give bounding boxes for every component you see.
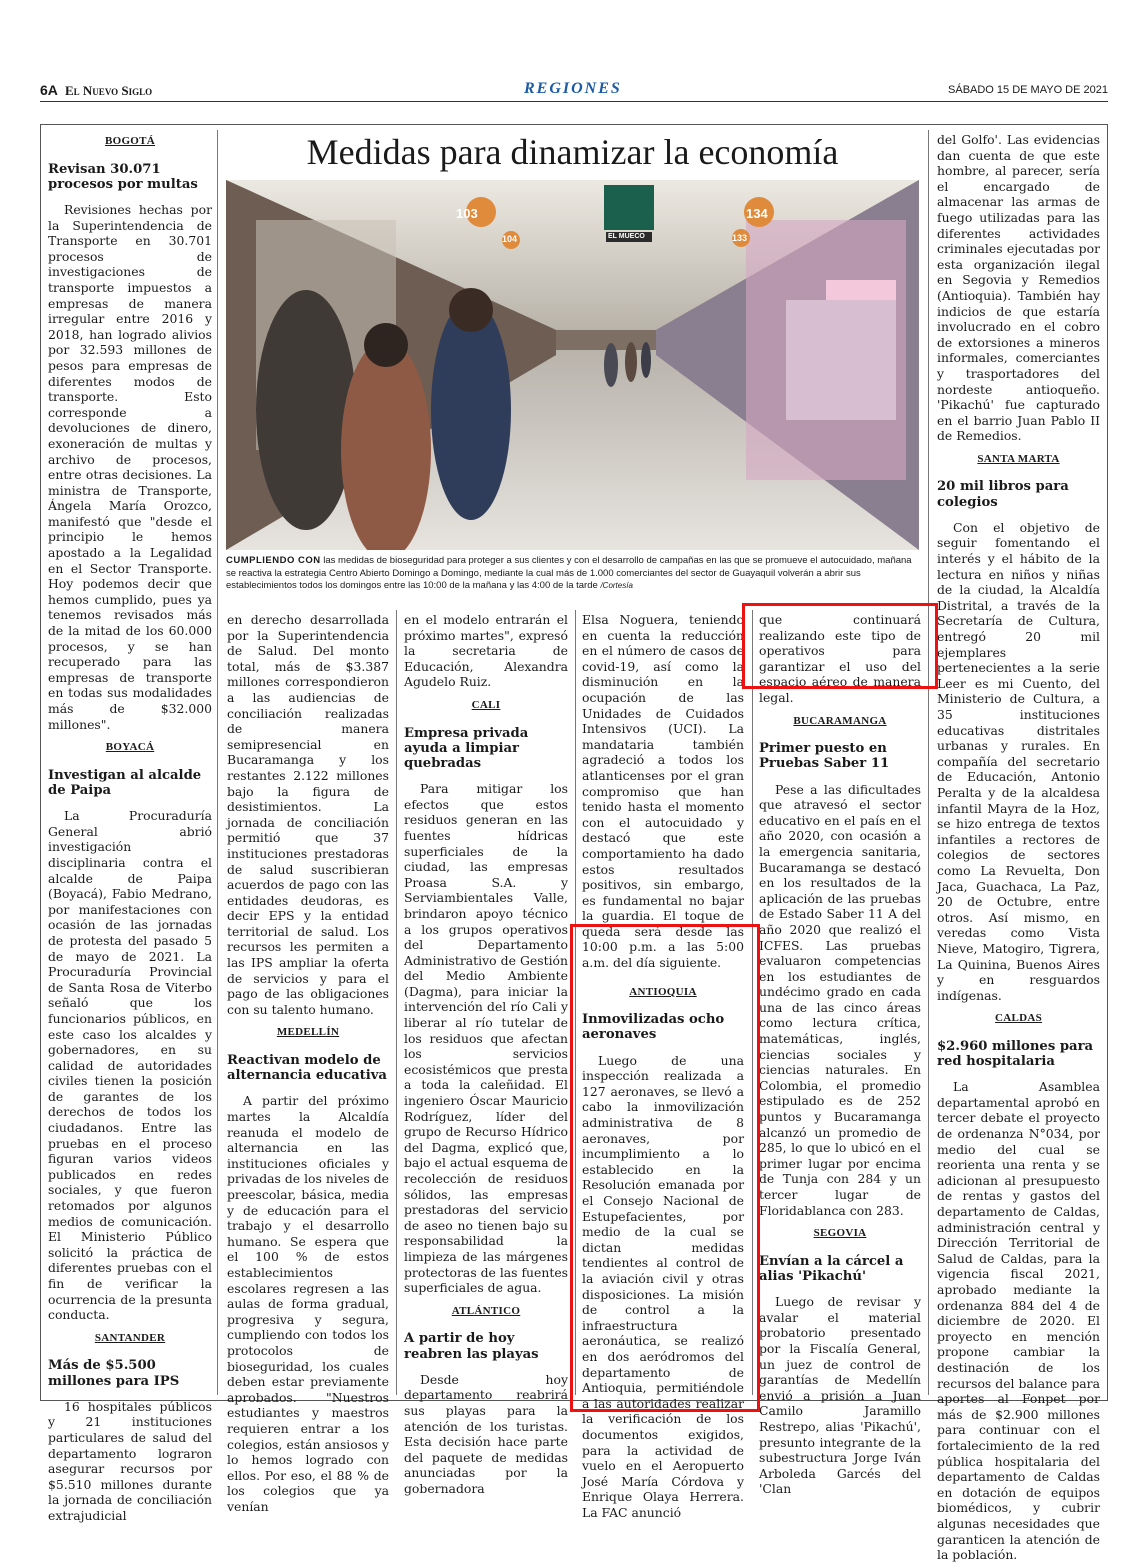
article-paragraph: que continuará realizando este tipo de operativos para garantizar el uso del espacio aéreo de manera legal. xyxy=(759,612,921,705)
article-title-cali: Empresa privada ayuda a limpiar quebradas xyxy=(404,725,529,771)
article-paragraph: en derecho desarrollada por la Superintendencia de Salud. Del monto total, más de $3.387 millones correspondieron a las audiencias de conciliación realizadas de manera semipresencial en Bucaramanga y los restantes 2.122 millones bajo la figura de desistimientos. La jornada de conciliación permitió que 37 instituciones prestadoras de salud suscribieran acuerdos de pago con las entidades deudoras, es decir EPS y la entidad territorial de salud. Los recursos les permiten a las IPS ampliar la oferta de servicios y para el pago de las obligaciones con su talento humano. xyxy=(227,612,389,1017)
article-paragraph: Desde hoy departamento reabrirá sus playas para la atención de los turistas. Esta decisión hace parte del paquete de medidas anunciadas por la gobernadora xyxy=(404,1371,568,1496)
section-label-boyaca: BOYACÁ xyxy=(105,741,155,754)
article-title-santa-marta: 20 mil libros para colegios xyxy=(937,479,1069,510)
section-label-segovia: SEGOVIA xyxy=(813,1227,867,1240)
article-paragraph: Elsa Noguera, teniendo en cuenta la reducción en el número de casos de covid-19, así como la disminución en la ocupación de las Unidades de Cuidados Intensivos (UCI). La mandataria también agradeció a todos los atlanticenses por el gran compromiso que han tenido hasta el momento con el autocuidado y destacó que este comportamiento ha dado estos resultados positivos, sin embargo, es fundamental no bajar la guardia. El toque de queda será desde las 10:00 p.m. a las 5:00 a.m. del día siguiente. xyxy=(582,612,744,971)
section-label-santander: SANTANDER xyxy=(94,1331,166,1344)
article-paragraph: La Procuraduría General abrió investigación disciplinaria contra el alcalde de Paipa (Boyacá), Fabio Medrano, por manifestaciones con ocasión de las jornadas de protesta del pasado 5 de mayo de 2021. La Procuraduría Provincial de Santa Rosa de Viterbo señaló que los funcionarios públicos, en este caso los alcaldes y gobernadores, en su calidad de autoridades civiles tienen la posición de garantes de los derechos de todos los ciudadanos. Entre las pruebas en el proceso figuran varios videos publicados en redes sociales, y que fueron retomados por algunos medios de comunicación. El Ministerio Público solicitó la práctica de diferentes pruebas con el fin de verificar la ocurrencia de la presunta conducta. xyxy=(48,808,212,1323)
column-divider xyxy=(396,610,397,1395)
article-title-bogota: Revisan 30.071 procesos por multas xyxy=(48,161,198,192)
lead-photo xyxy=(226,180,919,550)
shop-sign-134: 134 xyxy=(746,206,768,221)
article-paragraph: Revisiones hechas por la Superintendencia de Transporte en 30.701 procesos de investigaciones de transporte impuestos a empresas de manera irregular entre 2016 y 2018, han logrado alivios por 32.593 millones de pesos para empresas de diferentes modos de transporte. Esto corresponde a devoluciones de dinero, exoneración de multas y archivo de procesos, entre otras decisiones. La ministra de Transporte, Ángela María Orozco, manifestó que "desde el principio le hemos apostado a la Legalidad en el Sector Transporte. Hoy podemos decir que hemos cumplido, pues ya tenemos revisados más de la mitad de los 60.000 procesos, y se han recuperado para las empresas de transporte en todas sus modalidades más de $32.000 millones". xyxy=(48,202,212,732)
column-2 xyxy=(227,612,389,1514)
photo-caption xyxy=(226,555,919,593)
article-paragraph: Para mitigar los efectos que estos residuos generan en las fuentes hídricas superficiales de la ciudad, las empresas Proasa S.A. y Serviambientales Valle, brindaron apoyo técnico a los grupos operativos del Departamento Administrativo de Gestión del Medio Ambiente (Dagma), para iniciar la intervención del río Cali y liberar al río tutelar de los residuos que afectan los servicios ecosistémicos que presta a toda la caleñidad. El ingeniero Óscar Mauricio Rodríguez, líder del grupo de Recurso Hídrico del Dagma, explicó que, bajo el actual esquema de recolección de residuos sólidos, las empresas prestadoras del servicio de aseo no tienen bajo su responsabilidad la limpieza de las márgenes protectoras de las fuentes superficiales de agua. xyxy=(404,781,569,1296)
article-paragraph: Luego de revisar y avalar el material probatorio presentado por la Fiscalía General, un juez de control de garantías de Medellín envió a prisión a Juan Camilo Jaramillo Restrepo, alias 'Pikachú', presunto integrante de la subestructura Jorge Iván Arboleda Garcés del 'Clan xyxy=(759,1294,921,1497)
article-title-santander: Más de $5.500 millones para IPS xyxy=(48,1358,180,1389)
highlight-box-antioquia xyxy=(570,924,760,1412)
article-paragraph: La Asamblea departamental aprobó en tercer debate el proyecto de ordenanza N°034, por medio del cual se reorienta una renta y se adicionan al presupuesto de rentas y gastos del departamento de Caldas, administración central y Dirección Territorial de Salud de Caldas, para la vigencia fiscal 2021, aprobado mediante la ordenanza 884 del 4 de diciembre de 2020. El proyecto en mención propone cambiar la destinación de los recursos del balance para aportes al Fonpet por más de $2.900 millones para continuar con el fortalecimiento de la red pública hospitalaria del departamento de Caldas en dotación de equipos biomédicos, y cubrir algunas necesidades que garanticen la atención de la población. xyxy=(937,1079,1100,1563)
shopping-arcade-photo xyxy=(226,180,919,550)
article-paragraph: del Golfo'. Las evidencias dan cuenta de que este hombre, al parecer, sería el encargado de almacenar las armas de fuego utilizadas para las diferentes actividades criminales ejecutadas por esta organización ilegal en Segovia y Remedios (Antioquia). También hay indicios de que estaría involucrado en el cobro de extorsiones a mineros informales, comerciantes y trasportadores del nordeste antioqueño. 'Pikachú' fue capturado en el barrio Juan Pablo II de Remedios. xyxy=(937,132,1100,444)
shop-sign-104: 104 xyxy=(502,234,518,244)
article-title-antioquia: Inmovilizadas ocho aeronaves xyxy=(582,1012,725,1043)
section-label-bucaramanga: BUCARAMANGA xyxy=(793,714,887,727)
lead-headline: Medidas para dinamizar la economía xyxy=(306,132,839,172)
article-title-boyaca: Investigan al alcalde de Paipa xyxy=(48,767,202,798)
shop-sign-133: 133 xyxy=(732,233,748,243)
column-divider xyxy=(928,130,929,1395)
article-paragraph: Pese a las dificultades que atravesó el sector educativo en el país en el año 2020, con ocasión a la emergencia sanitaria, Bucaramanga se destacó en los resultados de la aplicación de las pruebas de Estado Saber 11 A del año 2020 que realizó el ICFES. Las pruebas evaluaron competencias en los estudiantes de undécimo grado en cada una de las cinco áreas como lectura crítica, matemáticas, inglés, ciencias sociales y ciencias naturales. En Colombia, el promedio estipulado es de 252 puntos y Bucaramanga alcanzó un promedio de 285, lo que lo ubicó en el primer lugar por encima de Tunja con 284 y un tercer lugar de Floridablanca con 283. xyxy=(759,781,921,1218)
caption-credit: /Cortesía xyxy=(600,581,633,590)
article-paragraph: 16 hospitales públicos y 21 instituciones particulares de salud del departamento lograron asegurar recursos por $5.510 millones durante la jornada de conciliación extrajudicial xyxy=(48,1398,212,1523)
column-divider xyxy=(217,130,218,1395)
article-title-atlantico: A partir de hoy reabren las playas xyxy=(404,1331,539,1362)
masthead xyxy=(40,80,1108,102)
caption-lead: CUMPLIENDO CON xyxy=(226,555,321,566)
section-label-bogota: BOGOTÁ xyxy=(104,135,156,147)
article-title-bucaramanga: Primer puesto en Pruebas Saber 11 xyxy=(759,741,890,772)
issue-date: SÁBADO 15 DE MAYO DE 2021 xyxy=(948,84,1108,96)
article-title-caldas: $2.960 millones para red hospitalaria xyxy=(937,1038,1094,1070)
article-paragraph: A partir del próximo martes la Alcaldía reanuda el modelo de alternancia en las instituciones oficiales y privadas de los niveles de preescolar, básica, media y de educación para el trabajo y el desarrollo humano. Se espera que el 100 % de estos establecimientos escolares regresen a las aulas de forma gradual, progresiva y segura, cumpliendo con todos los protocolos de bioseguridad, los cuales deben estar previamente aprobados. "Nuestros estudiantes y maestros requieren entrar a los colegios, están ansiosos y lo hemos logrado con ellos. Por eso, el 88 % de los colegios que ya venían xyxy=(227,1093,389,1514)
caption-text: las medidas de bioseguridad para proteger a sus clientes y con el desarrollo de campañas en las que se promueve el autocuidado, mañana se reactiva la estrategia Centro Abierto Domingo a Domingo, mediante la cual más de 1.000 comerciantes del sector de Guayaquil volverán a abrir sus establecimientos todos los domingos entre las 10:00 de la mañana y las 4:00 de la tarde xyxy=(226,555,912,591)
highlight-box-continuation xyxy=(742,603,938,689)
masthead-rule xyxy=(40,101,1108,102)
section-label-caldas: CALDAS xyxy=(994,1012,1043,1025)
section-label-antioquia: ANTIOQUIA xyxy=(629,985,697,998)
column-6 xyxy=(937,132,1100,1563)
section-label-cali: CALI xyxy=(471,698,501,711)
newspaper-name: El Nuevo Siglo xyxy=(65,83,153,98)
column-5 xyxy=(759,612,921,1497)
page-number: 6A xyxy=(40,82,58,98)
column-1 xyxy=(48,134,212,1524)
section-label-medellin: MEDELLÍN xyxy=(276,1026,340,1039)
section-label-santa-marta: SANTA MARTA xyxy=(977,452,1060,465)
shop-sign-103: 103 xyxy=(456,206,478,221)
store-banner: EL MUECO xyxy=(608,233,645,240)
section-label-atlantico: ATLÁNTICO xyxy=(451,1304,521,1317)
article-paragraph: Con el objetivo de seguir fomentando el interés y el hábito de la lectura en niños y niñas de la ciudad, la Alcaldía Distrital, a través de la Secretaría de Cultura, entregó 20 mil ejemplares pertenecientes a la serie Leer es mi Cuento, del Ministerio de Cultura, a 35 instituciones educativas distritales urbanas y rurales. En compañía del secretario de Educación, Antonio Peralta y de la alcaldesa infantil Mayra de la Hoz, se hizo entrega de textos infantiles a rectores de colegios de sectores como La Revuelta, Don Jaca, Guachaca, La Paz, 20 de Octubre, entre otros. Así mismo, en veredas como Vista Nieve, Matogiro, Tigrera, La Quinina, Buenos Aires y en resguardos indígenas. xyxy=(937,519,1100,1003)
article-paragraph: en el modelo entrarán el próximo martes", expresó la secretaria de Educación, Alexandra Agudelo Ruiz. xyxy=(404,612,568,690)
column-3 xyxy=(404,612,568,1497)
article-paragraph: Luego de una inspección realizada a 127 aeronaves, se llevó a cabo la inmovilización administrativa de 8 aeronaves, por incumplimiento a lo establecido en la Resolución emanada por el Consejo Nacional de Estupefacientes, por medio de la cual se dictan medidas tendientes al control de la aviación civil y otras disposiciones. La misión de control a la infraestructura aeronáutica, se realizó en dos aeródromos del departamento de Antioquia, permitiéndole a las autoridades realizar la verificación de los documentos exigidos, para la actividad de vuelo en el Aeropuerto José María Córdova y Enrique Olaya Herrera. La FAC anunció xyxy=(582,1052,744,1520)
section-title: REGIONES xyxy=(524,80,622,97)
article-title-segovia: Envían a la cárcel a alias 'Pikachú' xyxy=(759,1253,904,1284)
article-title-medellin: Reactivan modelo de alternancia educativa xyxy=(227,1053,387,1084)
